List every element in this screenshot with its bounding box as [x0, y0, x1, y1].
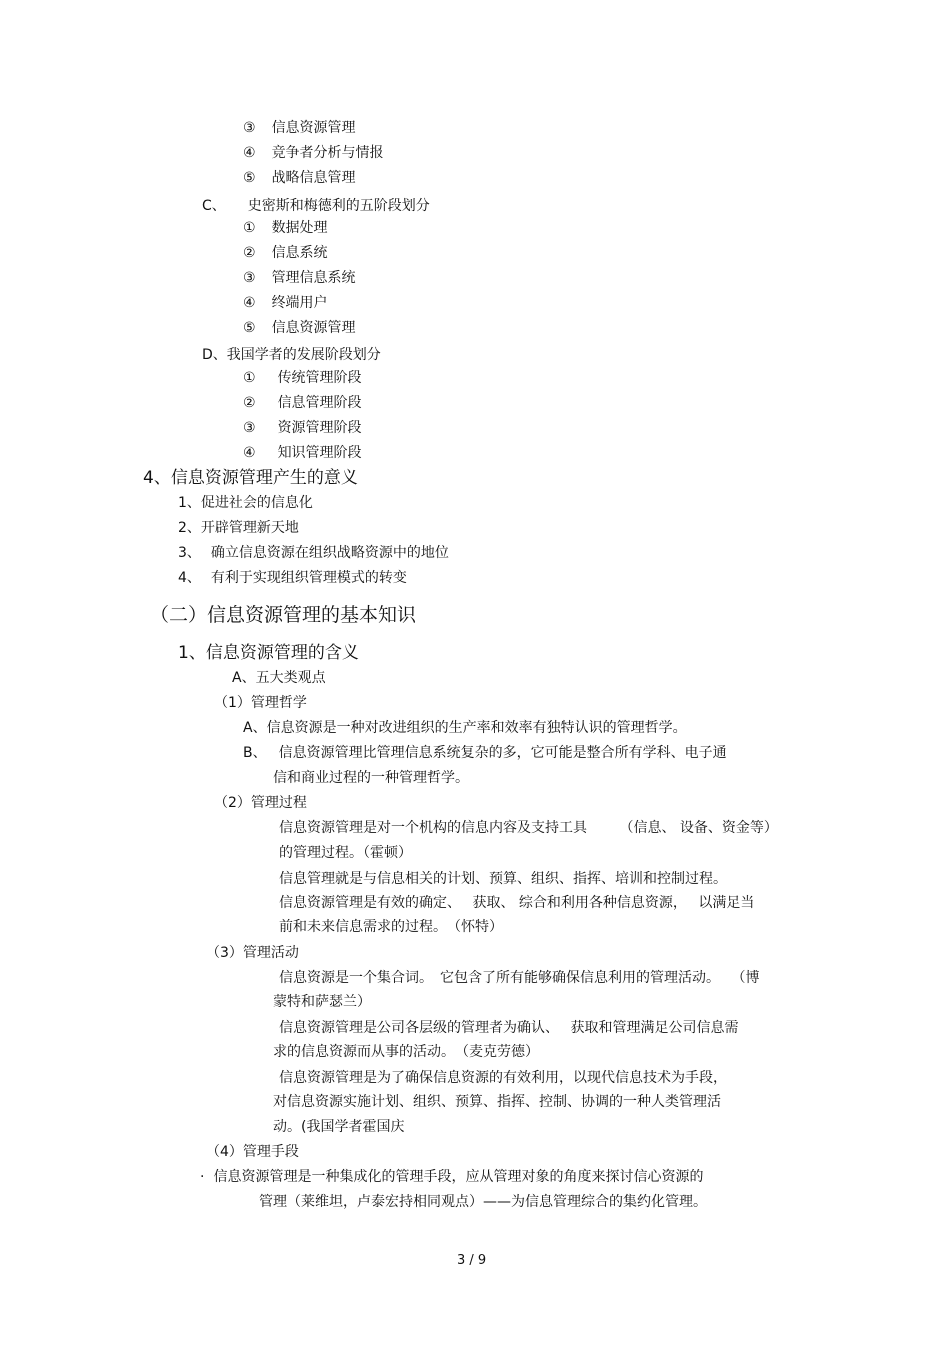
list-marker: A、 [243, 720, 267, 736]
list-marker: （4） [206, 1144, 243, 1160]
text-line [273, 995, 371, 1009]
text-line [273, 1095, 721, 1109]
list-marker: D、 [202, 347, 227, 363]
list-marker: ④ [243, 445, 256, 461]
text-line [178, 645, 359, 662]
line-text: 信息资源管理 [271, 120, 356, 136]
line-text: 五大类观点 [255, 670, 326, 686]
text-line [202, 199, 430, 213]
text-line [178, 521, 299, 535]
text-line [243, 171, 356, 185]
text-line [243, 421, 362, 435]
line-text: 对信息资源实施计划、组织、预算、指挥、控制、协调的一种人类管理活 [273, 1094, 721, 1110]
line-text: 蒙特和萨瑟兰） [273, 994, 371, 1010]
line-text: 管理手段 [242, 1144, 299, 1160]
line-text: 信息管理阶段 [277, 395, 362, 411]
text-line [243, 446, 362, 460]
page-number: 3 / 9 [457, 1253, 487, 1268]
line-text: 动。(我国学者霍国庆 [273, 1119, 405, 1135]
line-text: 信息资源管理是为了确保信息资源的有效利用，以现代信息技术为手段， [279, 1070, 727, 1086]
line-text: 终端用户 [271, 295, 328, 311]
text-line [243, 371, 362, 385]
line-text: 我国学者的发展阶段划分 [226, 347, 381, 363]
line-text: 传统管理阶段 [277, 370, 362, 386]
line-text: 信息管理就是与信息相关的计划、预算、组织、指挥、培训和控制过程。 [279, 871, 727, 887]
list-marker: ③ [243, 270, 256, 286]
line-text: （二）信息资源管理的基本知识 [150, 604, 417, 626]
text-line [214, 696, 307, 710]
list-marker: ⑤ [243, 320, 256, 336]
text-line [279, 846, 412, 860]
text-line [243, 746, 727, 760]
line-text: 资源管理阶段 [277, 420, 362, 436]
text-line [178, 571, 407, 585]
text-line [273, 1120, 404, 1134]
list-marker: · [200, 1169, 205, 1185]
text-line [243, 121, 356, 135]
text-line [279, 1071, 727, 1085]
line-text: 求的信息资源而从事的活动。 （麦克劳德） [273, 1044, 539, 1060]
text-line [243, 721, 687, 735]
text-line [259, 1195, 707, 1209]
line-text: 战略信息管理 [271, 170, 356, 186]
line-text: 数据处理 [271, 220, 328, 236]
line-text: 信息资源是一种对改进组织的生产率和效率有独特认识的管理哲学。 [266, 720, 687, 736]
list-marker: 1、 [178, 495, 201, 511]
text-line [279, 821, 778, 835]
line-text: 有利于实现组织管理模式的转变 [210, 570, 407, 586]
line-text: 管理（莱维坦，卢泰宏持相同观点）——为信息管理综合的集约化管理。 [259, 1194, 707, 1210]
list-marker: ① [243, 220, 256, 236]
line-text: 促进社会的信息化 [200, 495, 313, 511]
list-marker: ③ [243, 420, 256, 436]
line-text: 信和商业过程的一种管理哲学。 [273, 770, 469, 786]
list-marker: ② [243, 395, 256, 411]
list-marker: 4、 [143, 468, 171, 488]
list-marker: ③ [243, 120, 256, 136]
line-text: 信息系统 [271, 245, 328, 261]
line-text: 管理活动 [242, 945, 299, 961]
text-line [243, 271, 356, 285]
text-line [206, 946, 299, 960]
text-line [273, 771, 469, 785]
line-text: 信息资源管理的含义 [205, 643, 359, 663]
line-text: 信息资源是一个集合词。 它包含了所有能够确保信息利用的管理活动。 （博 [279, 970, 760, 986]
list-marker: 4、 [178, 570, 201, 586]
line-text: 前和未来信息需求的过程。 （怀特） [279, 919, 503, 935]
list-marker: （2） [214, 795, 251, 811]
list-marker: （3） [206, 945, 243, 961]
text-line [232, 671, 326, 685]
list-marker: ④ [243, 145, 256, 161]
text-line [243, 246, 328, 260]
line-text: 信息资源管理产生的意义 [170, 468, 358, 488]
list-marker: （1） [214, 695, 251, 711]
list-marker: ⑤ [243, 170, 256, 186]
list-marker: 1、 [178, 643, 206, 663]
line-text: 确立信息资源在组织战略资源中的地位 [210, 545, 449, 561]
line-text: 信息资源管理比管理信息系统复杂的多，它可能是整合所有学科、电子通 [278, 745, 727, 761]
list-marker: ① [243, 370, 256, 386]
text-line [243, 396, 362, 410]
list-marker: 3、 [178, 545, 201, 561]
line-text: 信息资源管理是有效的确定、 获取、 综合和利用各种信息资源， 以满足当 [279, 895, 755, 911]
line-text: 的管理过程。（霍顿） [279, 845, 412, 861]
text-line [243, 146, 384, 160]
text-line [178, 496, 313, 510]
text-line [243, 321, 356, 335]
text-line [143, 470, 358, 487]
text-line [279, 896, 754, 910]
list-marker: A、 [232, 670, 256, 686]
line-text: 史密斯和梅德利的五阶段划分 [247, 198, 430, 214]
text-line [178, 546, 449, 560]
list-marker: C、 [202, 198, 226, 214]
list-marker: ② [243, 245, 256, 261]
text-line [202, 348, 381, 362]
list-marker: ④ [243, 295, 256, 311]
line-text: 信息资源管理是对一个机构的信息内容及支持工具 （信息、 设备、资金等） [279, 820, 778, 836]
line-text: 管理过程 [250, 795, 307, 811]
line-text: 竞争者分析与情报 [271, 145, 384, 161]
text-line [279, 872, 727, 886]
line-text: 管理哲学 [250, 695, 307, 711]
text-line [206, 1145, 299, 1159]
list-marker: 2、 [178, 520, 201, 536]
line-text: 管理信息系统 [271, 270, 356, 286]
line-text: 知识管理阶段 [277, 445, 362, 461]
text-line [279, 971, 759, 985]
text-line [279, 920, 503, 934]
line-text: 开辟管理新天地 [200, 520, 299, 536]
text-line [214, 796, 307, 810]
list-marker: B、 [243, 745, 267, 761]
text-line [243, 221, 328, 235]
text-line [279, 1021, 738, 1035]
text-line [243, 296, 328, 310]
line-text: 信息资源管理是一种集成化的管理手段，应从管理对象的角度来探讨信心资源的 [213, 1169, 704, 1185]
text-line [200, 1170, 703, 1184]
text-line [150, 606, 416, 625]
text-line [273, 1045, 539, 1059]
line-text: 信息资源管理 [271, 320, 356, 336]
line-text: 信息资源管理是公司各层级的管理者为确认、 获取和管理满足公司信息需 [279, 1020, 739, 1036]
